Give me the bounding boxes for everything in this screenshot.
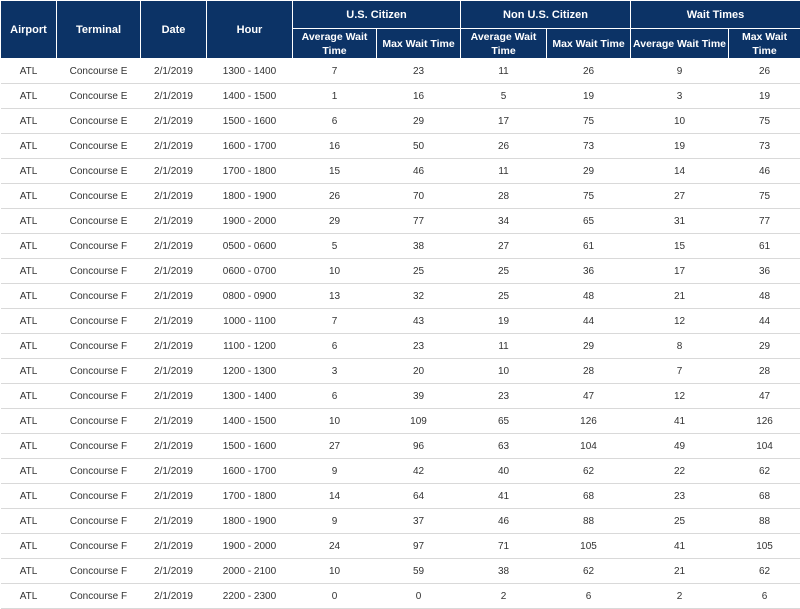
cell-terminal: Concourse F xyxy=(57,309,141,334)
cell-hour: 1700 - 1800 xyxy=(207,159,293,184)
cell-nonus-avg-wait: 34 xyxy=(461,209,547,234)
cell-hour: 1400 - 1500 xyxy=(207,409,293,434)
cell-date: 2/1/2019 xyxy=(141,559,207,584)
cell-terminal: Concourse F xyxy=(57,409,141,434)
table-row xyxy=(1,459,800,484)
cell-nonus-avg-wait: 10 xyxy=(461,359,547,384)
cell-all-max-wait: 75 xyxy=(729,184,800,209)
cell-airport: ATL xyxy=(1,209,57,234)
cell-nonus-max-wait: 68 xyxy=(547,484,631,509)
table-row xyxy=(1,584,800,609)
cell-nonus-max-wait: 36 xyxy=(547,259,631,284)
header-group-non-us-citizen: Non U.S. Citizen xyxy=(461,1,631,29)
header-terminal: Terminal xyxy=(57,1,141,59)
cell-us-avg-wait: 26 xyxy=(293,184,377,209)
cell-all-max-wait: 48 xyxy=(729,284,800,309)
header-group-us-citizen: U.S. Citizen xyxy=(293,1,461,29)
cell-nonus-avg-wait: 25 xyxy=(461,284,547,309)
cell-nonus-avg-wait: 26 xyxy=(461,134,547,159)
cell-all-max-wait: 75 xyxy=(729,109,800,134)
cell-all-avg-wait: 27 xyxy=(631,184,729,209)
cell-us-max-wait: 20 xyxy=(377,359,461,384)
cell-us-max-wait: 96 xyxy=(377,434,461,459)
table-row xyxy=(1,559,800,584)
table-row xyxy=(1,309,800,334)
cell-all-avg-wait: 15 xyxy=(631,234,729,259)
table-row xyxy=(1,84,800,109)
cell-date: 2/1/2019 xyxy=(141,384,207,409)
header-all-avg: Average Wait Time xyxy=(631,29,729,59)
cell-hour: 1400 - 1500 xyxy=(207,84,293,109)
header-group-wait-times: Wait Times xyxy=(631,1,800,29)
cell-us-avg-wait: 24 xyxy=(293,534,377,559)
cell-all-max-wait: 61 xyxy=(729,234,800,259)
cell-all-avg-wait: 41 xyxy=(631,534,729,559)
cell-terminal: Concourse E xyxy=(57,159,141,184)
cell-terminal: Concourse F xyxy=(57,459,141,484)
cell-all-max-wait: 126 xyxy=(729,409,800,434)
cell-all-max-wait: 29 xyxy=(729,334,800,359)
cell-all-max-wait: 28 xyxy=(729,359,800,384)
cell-nonus-max-wait: 104 xyxy=(547,434,631,459)
cell-all-max-wait: 46 xyxy=(729,159,800,184)
cell-hour: 2000 - 2100 xyxy=(207,559,293,584)
cell-all-max-wait: 47 xyxy=(729,384,800,409)
cell-terminal: Concourse E xyxy=(57,59,141,84)
cell-all-max-wait: 62 xyxy=(729,459,800,484)
cell-nonus-avg-wait: 11 xyxy=(461,159,547,184)
cell-nonus-avg-wait: 46 xyxy=(461,509,547,534)
cell-airport: ATL xyxy=(1,259,57,284)
cell-terminal: Concourse F xyxy=(57,284,141,309)
cell-airport: ATL xyxy=(1,534,57,559)
cell-all-avg-wait: 12 xyxy=(631,384,729,409)
cell-nonus-max-wait: 62 xyxy=(547,459,631,484)
cell-airport: ATL xyxy=(1,509,57,534)
cell-us-avg-wait: 15 xyxy=(293,159,377,184)
cell-date: 2/1/2019 xyxy=(141,334,207,359)
cell-airport: ATL xyxy=(1,309,57,334)
cell-nonus-avg-wait: 63 xyxy=(461,434,547,459)
cell-all-avg-wait: 21 xyxy=(631,284,729,309)
cell-date: 2/1/2019 xyxy=(141,459,207,484)
cell-nonus-avg-wait: 5 xyxy=(461,84,547,109)
cell-terminal: Concourse F xyxy=(57,359,141,384)
cell-hour: 1800 - 1900 xyxy=(207,509,293,534)
cell-airport: ATL xyxy=(1,184,57,209)
cell-all-max-wait: 62 xyxy=(729,559,800,584)
cell-airport: ATL xyxy=(1,459,57,484)
table-row xyxy=(1,409,800,434)
table-row xyxy=(1,534,800,559)
cell-all-avg-wait: 12 xyxy=(631,309,729,334)
cell-nonus-avg-wait: 23 xyxy=(461,384,547,409)
cell-nonus-avg-wait: 25 xyxy=(461,259,547,284)
cell-nonus-max-wait: 28 xyxy=(547,359,631,384)
cell-hour: 1100 - 1200 xyxy=(207,334,293,359)
cell-hour: 1500 - 1600 xyxy=(207,109,293,134)
cell-hour: 2200 - 2300 xyxy=(207,584,293,609)
cell-airport: ATL xyxy=(1,59,57,84)
cell-nonus-avg-wait: 38 xyxy=(461,559,547,584)
cell-terminal: Concourse F xyxy=(57,434,141,459)
cell-us-avg-wait: 7 xyxy=(293,59,377,84)
cell-terminal: Concourse F xyxy=(57,334,141,359)
cell-nonus-max-wait: 47 xyxy=(547,384,631,409)
cell-us-avg-wait: 6 xyxy=(293,334,377,359)
cell-us-max-wait: 32 xyxy=(377,284,461,309)
cell-us-max-wait: 64 xyxy=(377,484,461,509)
cell-nonus-avg-wait: 41 xyxy=(461,484,547,509)
cell-nonus-avg-wait: 27 xyxy=(461,234,547,259)
cell-all-avg-wait: 41 xyxy=(631,409,729,434)
cell-all-max-wait: 36 xyxy=(729,259,800,284)
cell-airport: ATL xyxy=(1,559,57,584)
cell-nonus-max-wait: 44 xyxy=(547,309,631,334)
cell-date: 2/1/2019 xyxy=(141,484,207,509)
cell-us-avg-wait: 0 xyxy=(293,584,377,609)
cell-all-avg-wait: 49 xyxy=(631,434,729,459)
table-row xyxy=(1,259,800,284)
cell-us-avg-wait: 1 xyxy=(293,84,377,109)
cell-all-max-wait: 77 xyxy=(729,209,800,234)
cell-nonus-avg-wait: 19 xyxy=(461,309,547,334)
cell-date: 2/1/2019 xyxy=(141,209,207,234)
cell-nonus-avg-wait: 28 xyxy=(461,184,547,209)
table-row xyxy=(1,384,800,409)
cell-terminal: Concourse F xyxy=(57,509,141,534)
cell-nonus-max-wait: 75 xyxy=(547,109,631,134)
cell-nonus-max-wait: 73 xyxy=(547,134,631,159)
cell-date: 2/1/2019 xyxy=(141,509,207,534)
table-row xyxy=(1,134,800,159)
cell-nonus-max-wait: 62 xyxy=(547,559,631,584)
cell-us-max-wait: 46 xyxy=(377,159,461,184)
cell-us-max-wait: 97 xyxy=(377,534,461,559)
table-row xyxy=(1,284,800,309)
cell-airport: ATL xyxy=(1,334,57,359)
cell-hour: 1300 - 1400 xyxy=(207,384,293,409)
cell-nonus-avg-wait: 17 xyxy=(461,109,547,134)
cell-us-max-wait: 70 xyxy=(377,184,461,209)
cell-airport: ATL xyxy=(1,109,57,134)
cell-date: 2/1/2019 xyxy=(141,584,207,609)
cell-all-avg-wait: 23 xyxy=(631,484,729,509)
cell-nonus-avg-wait: 11 xyxy=(461,334,547,359)
cell-hour: 1900 - 2000 xyxy=(207,534,293,559)
cell-date: 2/1/2019 xyxy=(141,59,207,84)
cell-all-max-wait: 105 xyxy=(729,534,800,559)
cell-date: 2/1/2019 xyxy=(141,234,207,259)
table-row xyxy=(1,434,800,459)
table-row xyxy=(1,209,800,234)
table-body xyxy=(1,59,800,609)
cell-date: 2/1/2019 xyxy=(141,109,207,134)
header-all-max: Max Wait Time xyxy=(729,29,800,59)
cell-all-avg-wait: 9 xyxy=(631,59,729,84)
table-row xyxy=(1,184,800,209)
cell-date: 2/1/2019 xyxy=(141,134,207,159)
header-airport: Airport xyxy=(1,1,57,59)
table-row xyxy=(1,234,800,259)
cell-us-max-wait: 77 xyxy=(377,209,461,234)
cell-date: 2/1/2019 xyxy=(141,434,207,459)
cell-terminal: Concourse F xyxy=(57,484,141,509)
cell-us-avg-wait: 27 xyxy=(293,434,377,459)
cell-all-avg-wait: 3 xyxy=(631,84,729,109)
cell-us-avg-wait: 10 xyxy=(293,259,377,284)
cell-nonus-max-wait: 26 xyxy=(547,59,631,84)
cell-hour: 1800 - 1900 xyxy=(207,184,293,209)
table-row xyxy=(1,484,800,509)
cell-all-avg-wait: 31 xyxy=(631,209,729,234)
cell-us-avg-wait: 6 xyxy=(293,384,377,409)
cell-terminal: Concourse F xyxy=(57,584,141,609)
cell-us-avg-wait: 13 xyxy=(293,284,377,309)
cell-us-avg-wait: 10 xyxy=(293,409,377,434)
cell-nonus-avg-wait: 71 xyxy=(461,534,547,559)
cell-us-max-wait: 25 xyxy=(377,259,461,284)
cell-us-max-wait: 43 xyxy=(377,309,461,334)
cell-all-max-wait: 26 xyxy=(729,59,800,84)
cell-us-avg-wait: 9 xyxy=(293,509,377,534)
cell-us-avg-wait: 16 xyxy=(293,134,377,159)
cell-us-avg-wait: 29 xyxy=(293,209,377,234)
cell-us-max-wait: 59 xyxy=(377,559,461,584)
cell-us-avg-wait: 10 xyxy=(293,559,377,584)
cell-airport: ATL xyxy=(1,359,57,384)
cell-us-max-wait: 39 xyxy=(377,384,461,409)
cell-all-max-wait: 104 xyxy=(729,434,800,459)
cell-us-avg-wait: 3 xyxy=(293,359,377,384)
cell-us-max-wait: 50 xyxy=(377,134,461,159)
header-nonus-avg: Average Wait Time xyxy=(461,29,547,59)
cell-nonus-max-wait: 19 xyxy=(547,84,631,109)
cell-all-avg-wait: 19 xyxy=(631,134,729,159)
cell-hour: 1000 - 1100 xyxy=(207,309,293,334)
cell-hour: 0500 - 0600 xyxy=(207,234,293,259)
cell-us-avg-wait: 9 xyxy=(293,459,377,484)
cell-date: 2/1/2019 xyxy=(141,359,207,384)
header-hour: Hour xyxy=(207,1,293,59)
cell-airport: ATL xyxy=(1,284,57,309)
cell-all-avg-wait: 8 xyxy=(631,334,729,359)
cell-date: 2/1/2019 xyxy=(141,309,207,334)
cell-nonus-avg-wait: 11 xyxy=(461,59,547,84)
cell-us-avg-wait: 14 xyxy=(293,484,377,509)
cell-airport: ATL xyxy=(1,134,57,159)
cell-all-avg-wait: 14 xyxy=(631,159,729,184)
cell-us-max-wait: 23 xyxy=(377,334,461,359)
cell-all-avg-wait: 22 xyxy=(631,459,729,484)
cell-us-max-wait: 37 xyxy=(377,509,461,534)
cell-nonus-avg-wait: 40 xyxy=(461,459,547,484)
cell-airport: ATL xyxy=(1,384,57,409)
cell-airport: ATL xyxy=(1,434,57,459)
header-nonus-max: Max Wait Time xyxy=(547,29,631,59)
cell-us-max-wait: 38 xyxy=(377,234,461,259)
cell-nonus-max-wait: 88 xyxy=(547,509,631,534)
cell-all-max-wait: 6 xyxy=(729,584,800,609)
cell-nonus-max-wait: 75 xyxy=(547,184,631,209)
table-row xyxy=(1,59,800,84)
cell-hour: 1600 - 1700 xyxy=(207,134,293,159)
table-row xyxy=(1,159,800,184)
cell-nonus-max-wait: 61 xyxy=(547,234,631,259)
cell-all-avg-wait: 17 xyxy=(631,259,729,284)
cell-hour: 1600 - 1700 xyxy=(207,459,293,484)
cell-airport: ATL xyxy=(1,484,57,509)
cell-all-avg-wait: 10 xyxy=(631,109,729,134)
cell-terminal: Concourse E xyxy=(57,109,141,134)
cell-nonus-avg-wait: 65 xyxy=(461,409,547,434)
cell-nonus-max-wait: 6 xyxy=(547,584,631,609)
cell-date: 2/1/2019 xyxy=(141,184,207,209)
cell-all-avg-wait: 7 xyxy=(631,359,729,384)
cell-date: 2/1/2019 xyxy=(141,259,207,284)
cell-terminal: Concourse E xyxy=(57,184,141,209)
cell-terminal: Concourse E xyxy=(57,84,141,109)
cell-us-max-wait: 23 xyxy=(377,59,461,84)
cell-us-avg-wait: 6 xyxy=(293,109,377,134)
cell-nonus-max-wait: 29 xyxy=(547,334,631,359)
header-us-max: Max Wait Time xyxy=(377,29,461,59)
cell-all-avg-wait: 25 xyxy=(631,509,729,534)
cell-terminal: Concourse E xyxy=(57,209,141,234)
cell-us-max-wait: 42 xyxy=(377,459,461,484)
table-row xyxy=(1,359,800,384)
table-row xyxy=(1,509,800,534)
cell-nonus-max-wait: 65 xyxy=(547,209,631,234)
cell-terminal: Concourse F xyxy=(57,534,141,559)
cell-airport: ATL xyxy=(1,234,57,259)
cell-us-avg-wait: 5 xyxy=(293,234,377,259)
cell-us-max-wait: 16 xyxy=(377,84,461,109)
table-row xyxy=(1,109,800,134)
cell-us-max-wait: 109 xyxy=(377,409,461,434)
cell-nonus-max-wait: 105 xyxy=(547,534,631,559)
cell-terminal: Concourse F xyxy=(57,384,141,409)
cell-nonus-max-wait: 126 xyxy=(547,409,631,434)
cell-date: 2/1/2019 xyxy=(141,284,207,309)
header-date: Date xyxy=(141,1,207,59)
cell-date: 2/1/2019 xyxy=(141,409,207,434)
cell-hour: 1700 - 1800 xyxy=(207,484,293,509)
header-us-avg: Average Wait Time xyxy=(293,29,377,59)
cell-us-max-wait: 29 xyxy=(377,109,461,134)
cell-hour: 0600 - 0700 xyxy=(207,259,293,284)
cell-all-max-wait: 19 xyxy=(729,84,800,109)
cell-us-max-wait: 0 xyxy=(377,584,461,609)
cell-hour: 1300 - 1400 xyxy=(207,59,293,84)
cell-hour: 1900 - 2000 xyxy=(207,209,293,234)
table-row xyxy=(1,334,800,359)
cell-all-max-wait: 73 xyxy=(729,134,800,159)
cell-airport: ATL xyxy=(1,584,57,609)
cell-date: 2/1/2019 xyxy=(141,159,207,184)
cell-all-avg-wait: 2 xyxy=(631,584,729,609)
cell-date: 2/1/2019 xyxy=(141,84,207,109)
cell-us-avg-wait: 7 xyxy=(293,309,377,334)
cell-all-max-wait: 68 xyxy=(729,484,800,509)
cell-nonus-max-wait: 48 xyxy=(547,284,631,309)
cell-hour: 1200 - 1300 xyxy=(207,359,293,384)
cell-terminal: Concourse F xyxy=(57,559,141,584)
cell-airport: ATL xyxy=(1,409,57,434)
cell-terminal: Concourse F xyxy=(57,234,141,259)
cell-hour: 1500 - 1600 xyxy=(207,434,293,459)
cell-airport: ATL xyxy=(1,84,57,109)
cell-airport: ATL xyxy=(1,159,57,184)
cell-hour: 0800 - 0900 xyxy=(207,284,293,309)
cell-all-max-wait: 88 xyxy=(729,509,800,534)
cell-terminal: Concourse E xyxy=(57,134,141,159)
cell-nonus-avg-wait: 2 xyxy=(461,584,547,609)
cell-all-max-wait: 44 xyxy=(729,309,800,334)
cell-terminal: Concourse F xyxy=(57,259,141,284)
cell-all-avg-wait: 21 xyxy=(631,559,729,584)
cell-nonus-max-wait: 29 xyxy=(547,159,631,184)
cell-date: 2/1/2019 xyxy=(141,534,207,559)
